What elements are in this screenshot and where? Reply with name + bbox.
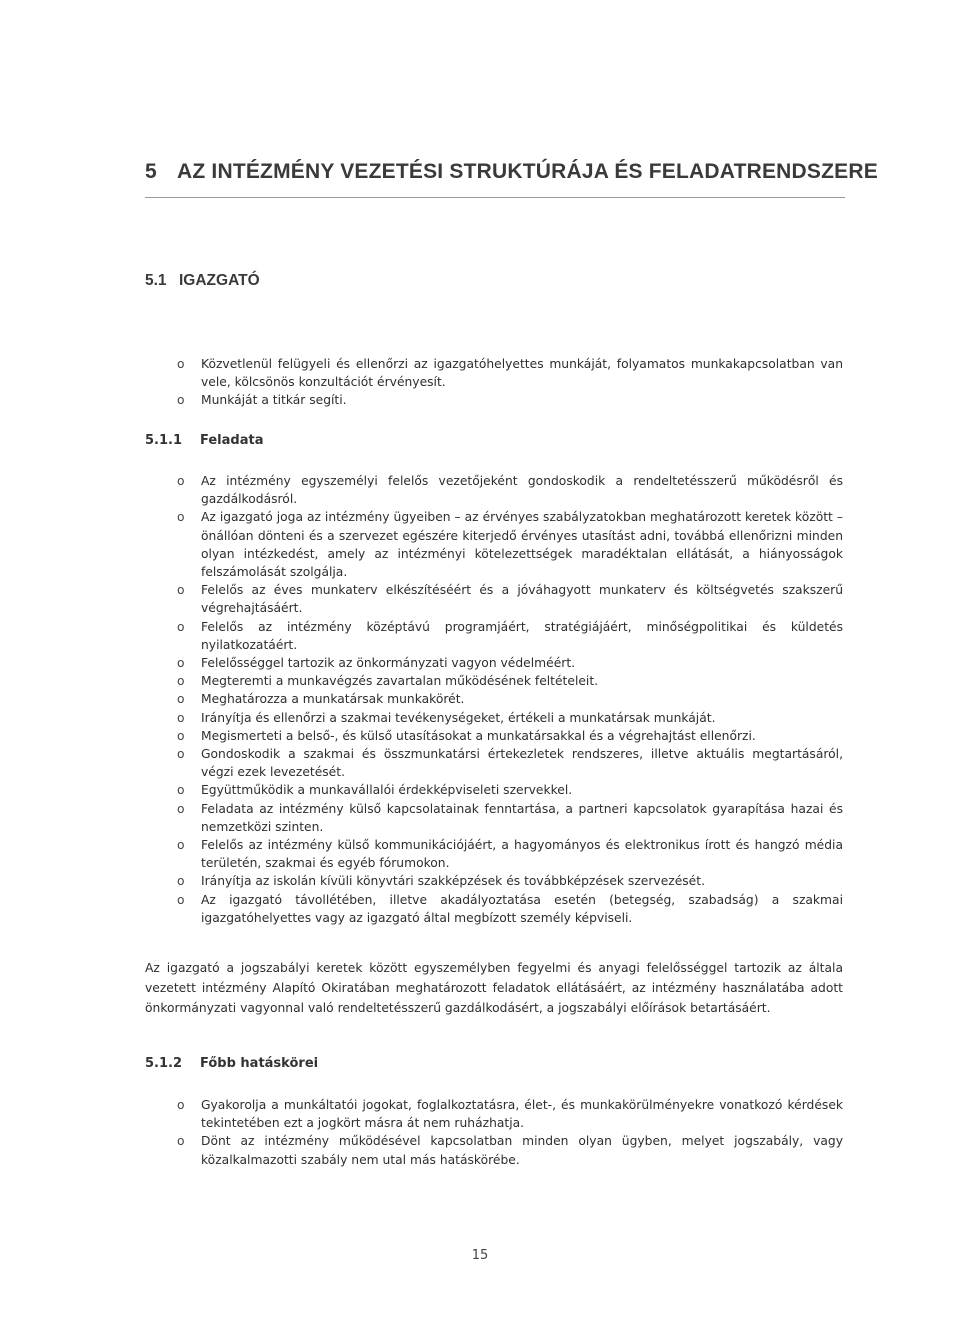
- chapter-number: 5: [145, 160, 157, 183]
- subsection-heading-hataskorei: [145, 1056, 318, 1071]
- bullet-marker: o: [177, 656, 185, 671]
- list-item: o Felelős az intézmény külső kommunikációjáért, a hagyományos és elektronikus írott és hangzó média területén, szakmai és egyéb fórumokon.: [177, 838, 843, 871]
- subsection-title: Főbb hatáskörei: [200, 1056, 319, 1071]
- intro-list: [177, 355, 843, 410]
- bullet-marker: o: [177, 728, 185, 743]
- bullet-marker: o: [177, 674, 185, 689]
- list-item: o Gondoskodik a szakmai és összmunkatársi értekezletek rendszeres, illetve aktuális megtartásáról, végzi ezek levezetését.: [177, 747, 843, 780]
- list-item: o Az intézmény egyszemélyi felelős vezetőjeként gondoskodik a rendeltetésszerű működésről és gazdálkodásról.: [177, 474, 843, 507]
- list-item: o Közvetlenül felügyeli és ellenőrzi az igazgatóhelyettes munkáját, folyamatos munkakapcsolatban van vele, kölcsönös konzultációt érvényesít.: [177, 357, 843, 390]
- bullet-marker: o: [177, 1134, 185, 1149]
- bullet-marker: o: [177, 692, 185, 707]
- body-paragraph: Az igazgató a jogszabályi keretek között egyszemélyben fegyelmi és anyagi felelősséggel tartozik az általa vezetett intézmény Alapító Okiratában meghatározott feladatok ellátásáért, az intézmény használatába adott önkormányzati vagyonnal való rendeltetésszerű gazdálkodásért, a jogszabályi előírások betartásáért.: [145, 961, 843, 1015]
- list-item: o Feladata az intézmény külső kapcsolatainak fenntartása, a partneri kapcsolatok gyarapítása hazai és nemzetközi szinten.: [177, 801, 843, 834]
- bullet-marker: o: [177, 801, 185, 816]
- list-item: o Felelősséggel tartozik az önkormányzati vagyon védelméért.: [177, 654, 843, 672]
- bullet-marker: o: [177, 583, 185, 598]
- bullet-marker: o: [177, 474, 185, 488]
- bullet-marker: o: [177, 874, 185, 889]
- duties-list: [177, 472, 843, 927]
- list-item: o Meghatározza a munkatársak munkakörét.: [177, 690, 843, 708]
- section-number: 5.1: [145, 272, 167, 289]
- bullet-marker: o: [177, 1098, 185, 1112]
- list-item: o Felelős az intézmény középtávú programjáért, stratégiájáért, minőségpolitikai és küldetés nyilatkozatáért.: [177, 619, 843, 652]
- bullet-marker: o: [177, 357, 185, 371]
- list-item: o Dönt az intézmény működésével kapcsolatban minden olyan ügyben, melyet jogszabály, vagy közalkalmazotti szabály nem utal más hatáskörébe.: [177, 1134, 843, 1167]
- list-item: o Az igazgató távollétében, illetve akadályoztatása esetén (betegség, szabadság) a szakmai igazgatóhelyettes vagy az igazgató által megbízott személy képviseli.: [177, 892, 843, 925]
- bullet-marker: o: [177, 838, 185, 853]
- list-item: o Felelős az éves munkaterv elkészítéséért és a jóváhagyott munkaterv és költségvetés szakszerű végrehajtásáért.: [177, 583, 843, 616]
- bullet-marker: o: [177, 892, 185, 907]
- list-item: o Irányítja az iskolán kívüli könyvtári szakképzések és továbbképzések szervezését.: [177, 872, 843, 890]
- bullet-marker: o: [177, 510, 185, 525]
- list-item: o Megteremti a munkavégzés zavartalan működésének feltételeit.: [177, 672, 843, 690]
- powers-list: [177, 1096, 843, 1169]
- list-item: o Megismerteti a belső-, és külső utasításokat a munkatársakkal és a végrehajtást ellenőrzi.: [177, 727, 843, 745]
- bullet-marker: o: [177, 710, 185, 725]
- subsection-number: 5.1.2: [145, 1056, 183, 1071]
- list-item: o Gyakorolja a munkáltatói jogokat, foglalkoztatásra, élet-, és munkakörülményekre vonatkozó kérdések tekintetében ezt a jogkört másra át nem ruházhatja.: [177, 1098, 843, 1131]
- bullet-marker: o: [177, 393, 185, 408]
- bullet-marker: o: [177, 783, 185, 798]
- section-title: IGAZGATÓ: [179, 272, 260, 289]
- page-number: 15: [471, 1248, 489, 1263]
- bullet-marker: o: [177, 619, 185, 634]
- subsection-heading-feladata: [145, 433, 263, 448]
- chapter-title: AZ INTÉZMÉNY VEZETÉSI STRUKTÚRÁJA ÉS FELADATRENDSZERE: [177, 160, 878, 183]
- list-item: o Együttműködik a munkavállalói érdekképviseleti szervekkel.: [177, 781, 843, 799]
- list-item: o Irányítja és ellenőrzi a szakmai tevékenységeket, értékeli a munkatársak munkáját.: [177, 709, 843, 727]
- subsection-title: Feladata: [200, 433, 264, 448]
- section-heading: [145, 272, 260, 290]
- subsection-number: 5.1.1: [145, 433, 183, 448]
- list-item: o Munkáját a titkár segíti.: [177, 391, 843, 409]
- heading-divider: [145, 197, 845, 198]
- bullet-marker: o: [177, 747, 185, 762]
- list-item: o Az igazgató joga az intézmény ügyeiben – az érvényes szabályzatokban meghatározott keretek között – önállóan dönteni és a szervezet egészére kiterjedő érvényes utasítást adni, továbbá ellenőrizni minden olyan intézkedést, amely az intézményi kötelezettségek maradéktalan ellátását, a hiányosságok felszámolását szolgálja.: [177, 510, 843, 580]
- chapter-heading: [145, 160, 878, 184]
